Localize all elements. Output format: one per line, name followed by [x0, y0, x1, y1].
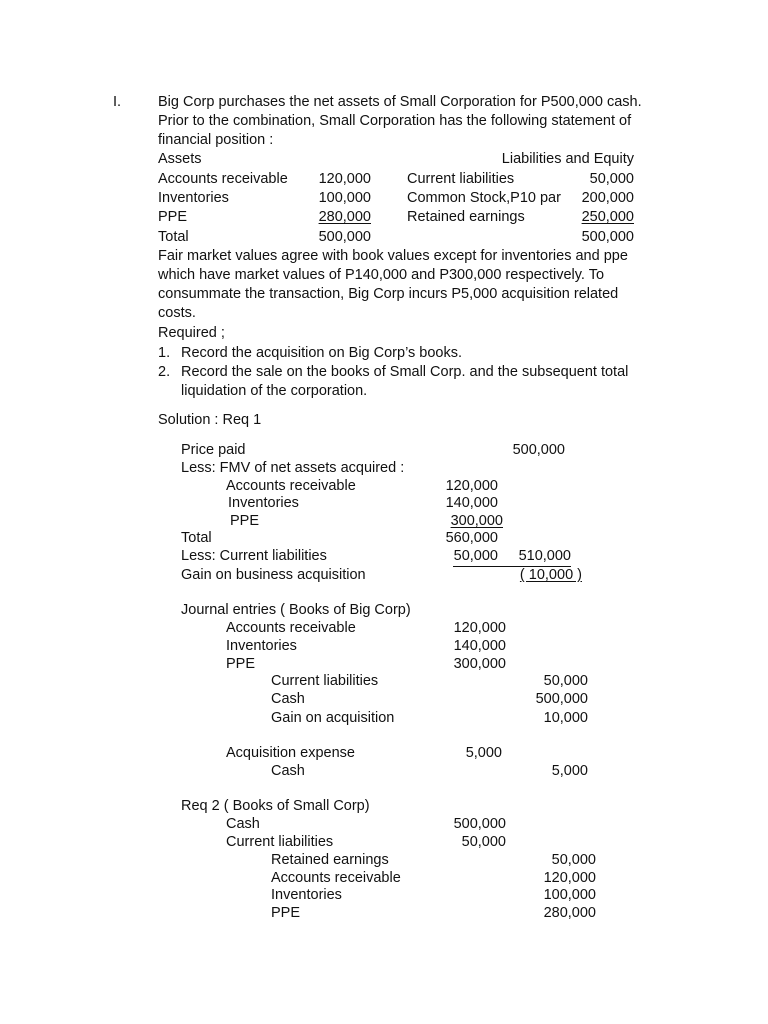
- sfp-total-label: Total: [158, 229, 189, 245]
- expense-debit-value: 5,000: [465, 745, 502, 761]
- journal-debit-value: 300,000: [453, 656, 506, 672]
- sfp-total-assets: 500,000: [318, 229, 371, 245]
- expense-credit-label: Cash: [271, 763, 305, 779]
- intro-line: financial position :: [158, 132, 274, 148]
- gain-value: ( 10,000 ): [519, 567, 582, 583]
- expense-debit-label: Acquisition expense: [226, 745, 355, 761]
- sfp-liab-value: 250,000: [581, 209, 634, 225]
- journal-credit-label: Current liabilities: [271, 673, 379, 689]
- journal-credit-value: 500,000: [535, 691, 588, 707]
- req2-debit-label: Cash: [226, 816, 260, 832]
- sfp-liab-value: 200,000: [581, 190, 634, 206]
- fmv-text-line: Fair market values agree with book values except for inventories and ppe: [158, 248, 628, 264]
- fmv-item-label: PPE: [230, 513, 260, 529]
- journal-credit-value: 50,000: [543, 673, 588, 689]
- less-current-liabilities-label: Less: Current liabilities: [181, 548, 327, 564]
- journal-debit-label: PPE: [226, 656, 256, 672]
- fmv-item-value: 140,000: [445, 495, 498, 511]
- requirement-number: 2.: [158, 364, 171, 380]
- journal-debit-value: 140,000: [453, 638, 506, 654]
- assets-header: Assets: [158, 151, 202, 167]
- fmv-text-line: costs.: [158, 305, 196, 321]
- liabilities-header: Liabilities and Equity: [501, 151, 634, 167]
- sfp-asset-value: 280,000: [318, 209, 371, 225]
- solution-title: Solution : Req 1: [158, 412, 262, 428]
- fmv-text-line: which have market values of P140,000 and P300,000 respectively. To: [158, 267, 605, 283]
- req2-debit-value: 50,000: [461, 834, 506, 850]
- sfp-asset-label: PPE: [158, 209, 188, 225]
- fmv-item-label: Inventories: [228, 495, 299, 511]
- sfp-liab-label: Current liabilities: [407, 171, 515, 187]
- req2-credit-label: Inventories: [271, 887, 342, 903]
- sfp-asset-value: 120,000: [318, 171, 371, 187]
- req2-title: Req 2 ( Books of Small Corp): [181, 798, 370, 814]
- fmv-item-label: Accounts receivable: [226, 478, 356, 494]
- journal-debit-value: 120,000: [453, 620, 506, 636]
- gain-label: Gain on business acquisition: [181, 567, 366, 583]
- sfp-liab-label: Retained earnings: [407, 209, 525, 225]
- req2-credit-value: 100,000: [543, 887, 596, 903]
- req2-credit-label: Accounts receivable: [271, 870, 401, 886]
- journal-debit-label: Accounts receivable: [226, 620, 356, 636]
- requirement-text: liquidation of the corporation.: [181, 383, 368, 399]
- sfp-asset-value: 100,000: [318, 190, 371, 206]
- journal-credit-label: Cash: [271, 691, 305, 707]
- req2-credit-value: 280,000: [543, 905, 596, 921]
- req2-debit-value: 500,000: [453, 816, 506, 832]
- req2-credit-label: Retained earnings: [271, 852, 389, 868]
- fmv-text-line: consummate the transaction, Big Corp incurs P5,000 acquisition related: [158, 286, 619, 302]
- requirement-text: Record the acquisition on Big Corp’s books.: [181, 345, 463, 361]
- sfp-liab-value: 50,000: [589, 171, 634, 187]
- less-current-liabilities-value: 50,000: [453, 548, 498, 564]
- required-label: Required ;: [158, 325, 225, 341]
- req2-credit-label: PPE: [271, 905, 301, 921]
- problem-number: I.: [113, 94, 122, 110]
- intro-line: Big Corp purchases the net assets of Small Corporation for P500,000 cash.: [158, 94, 642, 110]
- solution-total-label: Total: [181, 530, 212, 546]
- journal-debit-label: Inventories: [226, 638, 297, 654]
- sfp-asset-label: Accounts receivable: [158, 171, 288, 187]
- sfp-asset-label: Inventories: [158, 190, 229, 206]
- journal-credit-label: Gain on acquisition: [271, 710, 395, 726]
- solution-total-value: 560,000: [445, 530, 498, 546]
- fmv-item-value: 300,000: [450, 513, 503, 529]
- expense-credit-value: 5,000: [551, 763, 588, 779]
- sfp-liab-label: Common Stock,P10 par: [407, 190, 561, 206]
- less-fmv-label: Less: FMV of net assets acquired :: [181, 460, 405, 476]
- requirement-text: Record the sale on the books of Small Corp. and the subsequent total: [181, 364, 629, 380]
- net-assets-value: 510,000: [518, 548, 571, 564]
- journal-credit-value: 10,000: [543, 710, 588, 726]
- intro-line: Prior to the combination, Small Corporation has the following statement of: [158, 113, 632, 129]
- req2-credit-value: 50,000: [551, 852, 596, 868]
- req2-credit-value: 120,000: [543, 870, 596, 886]
- journal-title: Journal entries ( Books of Big Corp): [181, 602, 411, 618]
- sfp-total-liabilities: 500,000: [581, 229, 634, 245]
- fmv-item-value: 120,000: [445, 478, 498, 494]
- price-paid-label: Price paid: [181, 442, 246, 458]
- req2-debit-label: Current liabilities: [226, 834, 334, 850]
- requirement-number: 1.: [158, 345, 171, 361]
- price-paid-value: 500,000: [512, 442, 565, 458]
